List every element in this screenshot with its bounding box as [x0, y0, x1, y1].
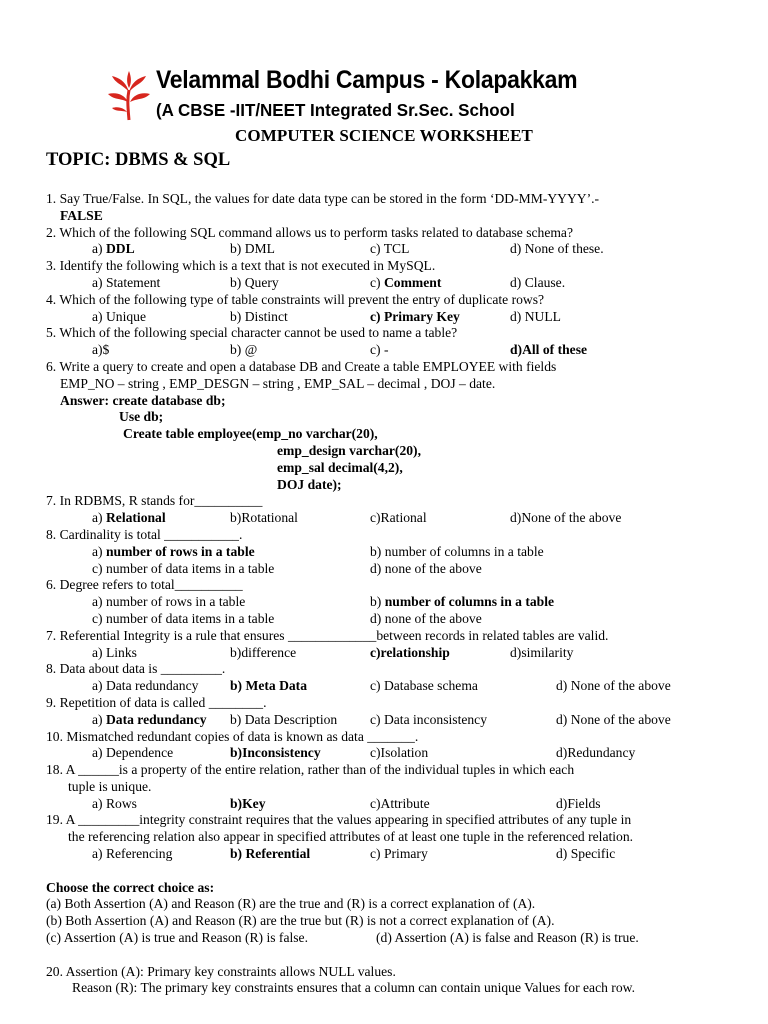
question-6-answer	[46, 393, 746, 410]
choice-c-d	[46, 930, 746, 947]
option-a: a) Statement	[92, 274, 161, 290]
option-a	[92, 241, 135, 258]
question-18-cont: tuple is unique.	[68, 778, 152, 794]
question-20-assertion: 20. Assertion (A): Primary key constraints allows NULL values.	[46, 963, 396, 979]
option-c: c)relationship	[370, 644, 450, 660]
question-degree-options	[46, 594, 746, 611]
option-b: b)Key	[230, 795, 266, 811]
code-text: emp_design varchar(20),	[277, 442, 421, 458]
question-1-answer	[46, 208, 746, 225]
question-referential-options	[46, 645, 746, 662]
option-d: d)Redundancy	[556, 745, 636, 761]
question-18-options	[46, 796, 746, 813]
option-a: a) Links	[92, 644, 137, 660]
option-letter: a)	[92, 711, 106, 727]
worksheet-title: COMPUTER SCIENCE WORKSHEET	[235, 126, 533, 145]
question-19-cont: the referencing relation also appear in specified attributes of at least one tuple in the referenced relation.	[68, 829, 634, 845]
question-7-options	[46, 510, 746, 527]
choice-b: (b) Both Assertion (A) and Reason (R) are the true but (R) is not a correct explanation of (A).	[46, 913, 555, 929]
question-metadata-options	[46, 678, 746, 695]
question-degree-options-2	[46, 611, 746, 628]
code-line	[46, 426, 746, 443]
choice-c: (c) Assertion (A) is true and Reason (R) is false.	[46, 930, 308, 946]
option-a	[92, 712, 207, 729]
code-line	[46, 443, 746, 460]
option-a: a) Unique	[92, 308, 146, 324]
correct-option: Relational	[105, 510, 166, 526]
answer-text: FALSE	[60, 207, 103, 223]
option-b: b) Data Description	[230, 711, 338, 727]
question-1: 1. Say True/False. In SQL, the values for date data type can be stored in the form ‘DD-MM-YYYY’.-	[46, 191, 600, 206]
option-b: b) number of columns in a table	[370, 543, 544, 559]
correct-option: Comment	[383, 274, 442, 290]
option-a	[92, 544, 255, 561]
campus-logo-icon	[106, 70, 152, 122]
correct-option: Data redundancy	[105, 711, 207, 727]
option-a: a) Data redundancy	[92, 678, 199, 694]
option-a: a) Dependence	[92, 745, 174, 761]
campus-name: Velammal Bodhi Campus - Kolapakkam	[156, 66, 578, 94]
option-a: a) Referencing	[92, 846, 173, 862]
option-c: c)Isolation	[370, 745, 429, 761]
question-4-options	[46, 309, 746, 326]
option-letter: c)	[370, 274, 384, 290]
question-19-options	[46, 846, 746, 863]
option-d: d)All of these	[510, 342, 588, 358]
option-a: a)$	[92, 342, 110, 358]
question-20-reason: Reason (R): The primary key constraints ensures that a column can contain unique Values for each row.	[72, 980, 635, 996]
question-5-options	[46, 342, 746, 359]
option-d: d) Specific	[556, 846, 616, 862]
option-c: c) TCL	[370, 241, 410, 257]
option-d: d) Clause.	[510, 274, 566, 290]
code-text: Create table employee(emp_no varchar(20),	[123, 426, 378, 442]
question-9-options	[46, 712, 746, 729]
correct-option: number of columns in a table	[384, 594, 555, 610]
option-c: c) -	[370, 342, 389, 358]
question-19: 19. A _________integrity constraint requires that the values appearing in specified attributes of any tuple in	[46, 812, 632, 828]
option-b: b) Query	[230, 274, 279, 290]
code-text: emp_sal decimal(4,2),	[277, 459, 403, 475]
option-d: d)None of the above	[510, 510, 622, 526]
code-line	[46, 477, 746, 494]
question-5: 5. Which of the following special character cannot be used to name a table?	[46, 325, 458, 341]
question-18: 18. A ______is a property of the entire relation, rather than of the individual tuples in which each	[46, 762, 575, 778]
option-c	[370, 275, 441, 292]
option-c: c) Primary Key	[370, 308, 460, 324]
option-c: c) Data inconsistency	[370, 711, 488, 727]
option-b: b)Rotational	[230, 510, 298, 526]
option-letter: a)	[92, 510, 106, 526]
option-letter: b)	[370, 594, 385, 610]
choice-d: (d) Assertion (A) is false and Reason (R) is true.	[376, 930, 639, 946]
question-7: 7. In RDBMS, R stands for__________	[46, 493, 263, 509]
school-subtitle: (A CBSE -IIT/NEET Integrated Sr.Sec. School	[156, 100, 515, 120]
topic-heading: TOPIC: DBMS & SQL	[46, 150, 231, 170]
question-2: 2. Which of the following SQL command allows us to perform tasks related to database schema?	[46, 224, 573, 240]
option-a	[92, 510, 166, 527]
correct-option: DDL	[105, 241, 135, 257]
code-text: DOJ date);	[277, 476, 342, 492]
question-6: 6. Write a query to create and open a database DB and Create a table EMPLOYEE with fields	[46, 358, 557, 374]
worksheet-body	[46, 191, 746, 997]
option-b: b) Referential	[230, 846, 311, 862]
question-10-options	[46, 745, 746, 762]
spacer	[46, 947, 746, 964]
question-referential: 7. Referential Integrity is a rule that ensures _____________between records in related tables are valid.	[46, 627, 609, 643]
choice-heading	[46, 880, 746, 897]
option-d: d)similarity	[510, 644, 574, 660]
option-b: b) @	[230, 342, 258, 358]
question-metadata: 8. Data about data is _________.	[46, 661, 226, 677]
option-c: c)Attribute	[370, 795, 430, 811]
option-b: b)difference	[230, 644, 297, 660]
option-d: d) none of the above	[370, 610, 482, 626]
option-c: c) number of data items in a table	[92, 610, 275, 626]
question-3: 3. Identify the following which is a text that is not executed in MySQL.	[46, 258, 436, 274]
question-3-options	[46, 275, 746, 292]
option-b: b) Meta Data	[230, 678, 308, 694]
choice-heading-text: Choose the correct choice as:	[46, 879, 215, 895]
option-d: d) None of the above	[556, 678, 671, 694]
code-line	[46, 460, 746, 477]
option-c: c) Database schema	[370, 678, 478, 694]
option-b: b) Distinct	[230, 308, 288, 324]
option-d: d) None of these.	[510, 241, 604, 257]
option-b: b) DML	[230, 241, 275, 257]
question-4: 4. Which of the following type of table constraints will prevent the entry of duplicate rows?	[46, 291, 545, 307]
option-a: a) Rows	[92, 795, 137, 811]
option-c: c) number of data items in a table	[92, 560, 275, 576]
code-text: Use db;	[119, 409, 164, 425]
choice-a: (a) Both Assertion (A) and Reason (R) are the true and (R) is a correct explanation of (A).	[46, 896, 536, 912]
spacer	[46, 863, 746, 880]
option-a: a) number of rows in a table	[92, 594, 246, 610]
option-d: d) None of the above	[556, 711, 671, 727]
question-degree: 6. Degree refers to total__________	[46, 577, 243, 593]
option-d: d) NULL	[510, 308, 561, 324]
option-letter: a)	[92, 543, 106, 559]
answer-text: Answer: create database db;	[60, 392, 226, 408]
question-8-options-2	[46, 561, 746, 578]
question-6-fields: EMP_NO – string , EMP_DESGN – string , EMP_SAL – decimal , DOJ – date.	[60, 375, 496, 391]
question-9: 9. Repetition of data is called ________.	[46, 694, 267, 710]
option-d: d)Fields	[556, 795, 601, 811]
question-8-options	[46, 544, 746, 561]
question-2-options	[46, 241, 746, 258]
option-letter: a)	[92, 241, 106, 257]
question-8: 8. Cardinality is total ___________.	[46, 526, 243, 542]
option-b: b)Inconsistency	[230, 745, 321, 761]
correct-option: number of rows in a table	[105, 543, 255, 559]
option-c: c)Rational	[370, 510, 427, 526]
option-d: d) none of the above	[370, 560, 482, 576]
code-line	[46, 409, 746, 426]
option-b	[370, 594, 554, 611]
question-10: 10. Mismatched redundant copies of data is known as data _______.	[46, 728, 419, 744]
option-c: c) Primary	[370, 846, 428, 862]
